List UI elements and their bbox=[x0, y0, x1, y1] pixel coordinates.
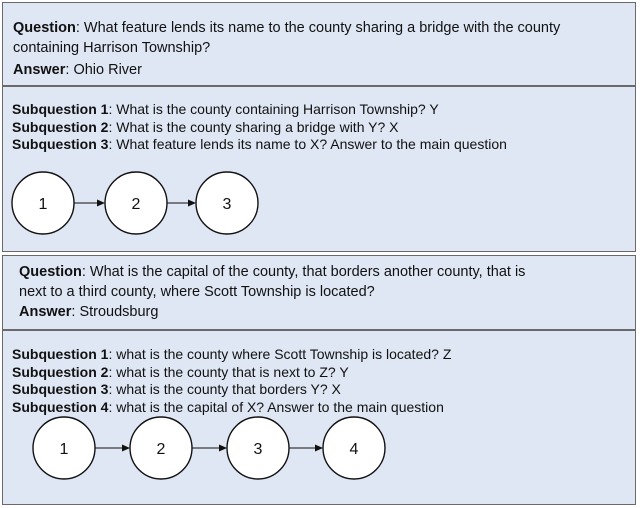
arrowhead-2-3 bbox=[219, 445, 227, 452]
answer-text: Ohio River bbox=[73, 62, 142, 78]
arrowhead-1-2 bbox=[122, 445, 130, 452]
answer-label: Answer bbox=[13, 62, 66, 78]
subquestion-1: Subquestion 1: What is the county containing Harrison Township? Y bbox=[12, 101, 439, 117]
node-3-label: 3 bbox=[222, 196, 232, 213]
arrowhead-3-4 bbox=[315, 445, 323, 452]
subquestion-3: Subquestion 3: What feature lends its name to X? Answer to the main question bbox=[12, 136, 507, 152]
question-line2: next to a third county, where Scott Township is located? bbox=[19, 284, 375, 300]
example2-question: Question: What is the capital of the county, that borders another county, that is next to a third county, where Scott Township is located? bbox=[19, 264, 526, 300]
subquestion-1: Subquestion 1: what is the county where Scott Township is located? Z bbox=[12, 346, 452, 362]
node-2-label: 2 bbox=[131, 196, 141, 213]
subquestion-4: Subquestion 4: what is the capital of X? Answer to the main question bbox=[12, 398, 444, 415]
question-line2: containing Harrison Township? bbox=[13, 40, 211, 56]
answer-label: Answer bbox=[19, 304, 72, 320]
node-2-label: 2 bbox=[156, 441, 166, 458]
example1-answer: Answer: Ohio River bbox=[13, 62, 142, 78]
example2-answer: Answer: Stroudsburg bbox=[19, 304, 159, 320]
answer-text: Stroudsburg bbox=[79, 304, 159, 320]
node-1-label: 1 bbox=[38, 196, 48, 213]
question-label: Question bbox=[19, 264, 82, 280]
subquestion-2: Subquestion 2: What is the county sharing a bridge with Y? X bbox=[12, 118, 399, 135]
subquestion-3: Subquestion 3: what is the county that borders Y? X bbox=[12, 381, 341, 397]
question-label: Question bbox=[13, 20, 76, 36]
node-3-label: 3 bbox=[253, 441, 263, 458]
node-1-label: 1 bbox=[59, 441, 69, 458]
question-line1: What feature lends its name to the county sharing a bridge with the county bbox=[83, 20, 561, 36]
node-4-label: 4 bbox=[349, 441, 359, 458]
question-line1: What is the capital of the county, that borders another county, that is bbox=[89, 264, 526, 280]
example1-question: Question: What feature lends its name to the county sharing a bridge with the county containing Harrison Township? bbox=[13, 20, 561, 56]
subquestion-2: Subquestion 2: what is the county that is next to Z? Y bbox=[12, 363, 349, 380]
